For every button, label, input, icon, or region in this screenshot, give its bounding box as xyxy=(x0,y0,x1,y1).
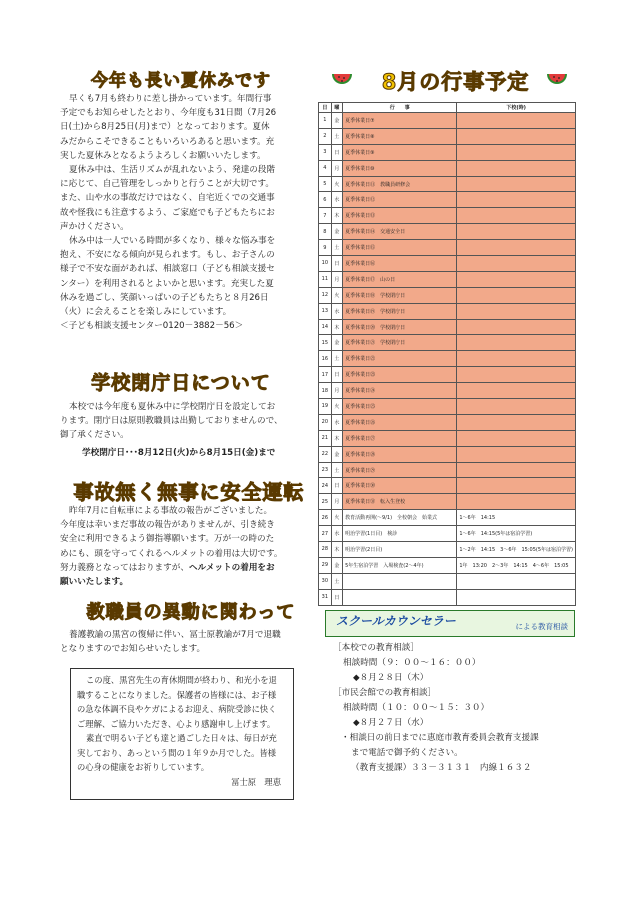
header-dismissal: 下校(時) xyxy=(457,103,576,113)
weekday-cell: 日 xyxy=(331,478,342,494)
text-line: ンター）を利用されるとよいかと思います。充実した夏 xyxy=(60,278,274,289)
school-counselor-banner xyxy=(325,610,575,637)
day-cell: 1 xyxy=(319,113,332,129)
day-cell: 24 xyxy=(319,478,332,494)
day-cell: 2 xyxy=(319,128,332,144)
counselor-banner-title: スクールカウンセラー xyxy=(336,614,456,628)
schedule-body xyxy=(319,113,576,606)
text-line: 実した夏休みとなるようよろしくお願いいたします。 xyxy=(60,150,266,161)
event-cell: 夏季休業日㉘ xyxy=(343,446,457,462)
text-line: 様子で不安な面があれば、相談窓口（子ども相談支援セ xyxy=(60,264,275,275)
event-cell: 夏季休業日⑲ 学校閉庁日 xyxy=(343,303,457,319)
text-line: 相談時間（１０：００～１５：３０） xyxy=(343,703,490,713)
event-cell: 夏季休業日⑫ xyxy=(343,192,457,208)
table-row xyxy=(319,573,576,589)
text-line: 抱え、不安になる傾向が見られます。もし、お子さんの xyxy=(60,250,275,261)
safe-driving-text xyxy=(60,504,312,589)
dismissal-cell xyxy=(457,478,576,494)
table-row xyxy=(319,271,576,287)
weekday-cell: 土 xyxy=(331,462,342,478)
counselor-banner-subtitle: による教育相談 xyxy=(515,622,568,631)
signature: 冨士原 理恵 xyxy=(231,776,281,787)
text-line: みだからこそできることもいろいろあると思います。充 xyxy=(60,136,275,147)
event-cell: 夏季休業日㉛ 転入生登校 xyxy=(343,494,457,510)
helmet-emphasis: ヘルメットの着用をお xyxy=(188,562,275,573)
day-cell: 14 xyxy=(319,319,332,335)
dismissal-cell xyxy=(457,208,576,224)
dismissal-cell xyxy=(457,430,576,446)
day-cell: 16 xyxy=(319,351,332,367)
dismissal-cell xyxy=(457,128,576,144)
text-line: ・相談日の前日までに恵庭市教育委員会教育支援課 xyxy=(341,733,539,743)
table-row xyxy=(319,557,576,573)
weekday-cell: 金 xyxy=(331,335,342,351)
dismissal-cell xyxy=(457,335,576,351)
day-cell: 13 xyxy=(319,303,332,319)
event-cell: 夏季休業日⑬ xyxy=(343,208,457,224)
table-row xyxy=(319,589,576,605)
table-row xyxy=(319,542,576,558)
table-row xyxy=(319,128,576,144)
day-cell: 10 xyxy=(319,256,332,272)
day-cell: 28 xyxy=(319,542,332,558)
day-cell: 26 xyxy=(319,510,332,526)
text-line: （火）に会えることを楽しみにしています。 xyxy=(60,307,232,318)
day-cell: 21 xyxy=(319,430,332,446)
weekday-cell: 木 xyxy=(331,542,342,558)
dismissal-cell xyxy=(457,462,576,478)
day-cell: 22 xyxy=(319,446,332,462)
table-row xyxy=(319,287,576,303)
text-line: 声かけください。 xyxy=(60,221,129,232)
event-cell xyxy=(343,573,457,589)
dismissal-cell xyxy=(457,399,576,415)
weekday-cell: 火 xyxy=(331,176,342,192)
dismissal-cell xyxy=(457,271,576,287)
event-cell: 夏季休業日⑯ xyxy=(343,256,457,272)
table-row xyxy=(319,192,576,208)
dismissal-cell xyxy=(457,589,576,605)
dismissal-cell xyxy=(457,224,576,240)
table-row xyxy=(319,256,576,272)
event-cell: 夏季休業日㉒ xyxy=(343,351,457,367)
day-cell: 30 xyxy=(319,573,332,589)
text-span: 努力義務となってはおりますが、 xyxy=(60,562,189,573)
table-row xyxy=(319,240,576,256)
event-cell: 明治学習(1日目) 検診 xyxy=(343,526,457,542)
table-row xyxy=(319,446,576,462)
text-line: となりますのでお知らせいたします。 xyxy=(60,644,206,655)
dismissal-cell xyxy=(457,383,576,399)
text-line: の心身の健康をお祈りしています。 xyxy=(77,762,210,772)
day-cell: 15 xyxy=(319,335,332,351)
dismissal-cell xyxy=(457,240,576,256)
table-row xyxy=(319,113,576,129)
text-line: また、山や水の事故だけではなく、自宅近くでの交通事 xyxy=(60,193,275,204)
text-line: 実しており、あっという間の１年９か月でした。皆様 xyxy=(77,747,277,758)
text-line: ◆８月２７日（水） xyxy=(353,718,429,728)
event-cell xyxy=(343,589,457,605)
day-cell: 9 xyxy=(319,240,332,256)
text-line: ります。閉庁日は原則教職員は出勤しておりませんので、 xyxy=(60,416,283,427)
staff-transfer-text xyxy=(60,628,312,656)
event-cell: 夏季休業日⑳ 学校閉庁日 xyxy=(343,319,457,335)
text-line: めにも、頭を守ってくれるヘルメットの着用は大切です。 xyxy=(60,548,283,559)
weekday-cell: 日 xyxy=(331,367,342,383)
text-line: （教育支援課）３３－３１３１ 内線１６３２ xyxy=(351,763,532,773)
text-line: ［本校での教育相談］ xyxy=(333,643,419,653)
text-line: ご理解、ご協力いただき、心より感謝申し上げます。 xyxy=(77,718,276,729)
heading-safe-driving: 事故無く無事に安全運転 xyxy=(73,480,305,504)
dismissal-cell xyxy=(457,414,576,430)
weekday-cell: 土 xyxy=(331,351,342,367)
event-cell: 夏季休業日⑨ xyxy=(343,144,457,160)
dismissal-cell xyxy=(457,303,576,319)
event-cell: 夏季休業日㉔ xyxy=(343,383,457,399)
august-schedule-table xyxy=(318,102,576,606)
table-row xyxy=(319,399,576,415)
event-cell: 夏季休業日㉓ xyxy=(343,367,457,383)
text-line: 素直で明るい子ども達と過ごした日々は、毎日が充 xyxy=(86,733,277,743)
dismissal-cell xyxy=(457,573,576,589)
text-line: 職することになりました。保護者の皆様には、お子様 xyxy=(77,689,277,700)
day-cell: 3 xyxy=(319,144,332,160)
table-row xyxy=(319,414,576,430)
event-cell: 夏季休業日㉙ xyxy=(343,462,457,478)
text-line: 夏休み中は、生活リズムが乱れないよう、発達の段階 xyxy=(69,165,276,176)
event-cell: 夏季休業日㉗ xyxy=(343,430,457,446)
text-line: 休みを過ごし、笑顔いっぱいの子どもたちと８月26日 xyxy=(60,292,269,303)
day-cell: 31 xyxy=(319,589,332,605)
weekday-cell: 火 xyxy=(331,399,342,415)
weekday-cell: 木 xyxy=(331,430,342,446)
closure-dates: 学校閉庁日･･･8月12日(火)から8月15日(金)まで xyxy=(82,447,276,458)
text-line: 安全に利用できるよう御指導願います。万が一の時のた xyxy=(60,534,275,545)
text-line: 願いいたします。 xyxy=(60,577,129,588)
day-cell: 8 xyxy=(319,224,332,240)
weekday-cell: 土 xyxy=(331,128,342,144)
dismissal-cell: 1～2年 14:15 3～6年 15:05(5年は宿泊学習) xyxy=(457,542,576,558)
school-closure-text xyxy=(60,400,310,460)
dismissal-cell: 1～6年 14:15 xyxy=(457,510,576,526)
weekday-cell: 水 xyxy=(331,303,342,319)
summer-vacation-text xyxy=(60,92,310,333)
table-row xyxy=(319,526,576,542)
table-row xyxy=(319,303,576,319)
event-cell: 5年生宿泊学習 入場検査(2～4年) xyxy=(343,557,457,573)
dismissal-cell xyxy=(457,367,576,383)
text-line: 休み中は一人でいる時間が多くなり、様々な悩み事を xyxy=(69,236,276,247)
text-line: まで電話で御予約ください。 xyxy=(351,748,463,758)
weekday-cell: 金 xyxy=(331,224,342,240)
farewell-message-box xyxy=(70,668,294,800)
heading-summer-vacation: 今年も長い夏休みです xyxy=(91,71,271,91)
dismissal-cell xyxy=(457,319,576,335)
weekday-cell: 金 xyxy=(331,446,342,462)
dismissal-cell xyxy=(457,113,576,129)
weekday-cell: 水 xyxy=(331,414,342,430)
day-cell: 11 xyxy=(319,271,332,287)
event-cell: 教育活動再開(～9/1) 全校朝会 始業式 xyxy=(343,510,457,526)
text-line xyxy=(60,561,312,575)
weekday-cell: 金 xyxy=(331,557,342,573)
event-cell: 夏季休業日⑮ xyxy=(343,240,457,256)
header-weekday: 曜 xyxy=(331,103,342,113)
event-cell: 夏季休業日⑦ xyxy=(343,113,457,129)
dismissal-cell xyxy=(457,192,576,208)
day-cell: 6 xyxy=(319,192,332,208)
text-line: ◆８月２８日（木） xyxy=(353,673,429,683)
text-line: 早くも7月も終わりに差し掛かっています。年間行事 xyxy=(69,94,272,104)
weekday-cell: 月 xyxy=(331,271,342,287)
dismissal-cell xyxy=(457,176,576,192)
header-event: 行 事 xyxy=(343,103,457,113)
table-row xyxy=(319,224,576,240)
weekday-cell: 月 xyxy=(331,494,342,510)
event-cell: 夏季休業日⑩ xyxy=(343,160,457,176)
text-line: の急な体調不良やケガによるお迎え、病院受診に快く xyxy=(77,704,277,714)
weekday-cell: 水 xyxy=(331,526,342,542)
dismissal-cell xyxy=(457,287,576,303)
consultation-info xyxy=(333,641,539,776)
event-cell: 夏季休業日㉕ xyxy=(343,399,457,415)
header-day: 日 xyxy=(319,103,332,113)
event-cell: 夏季休業日㉖ xyxy=(343,414,457,430)
table-row xyxy=(319,176,576,192)
table-row xyxy=(319,351,576,367)
event-cell: 夏季休業日⑪ 教職員研修会 xyxy=(343,176,457,192)
text-line: 本校では今年度も夏休み中に学校閉庁日を設定してお xyxy=(69,402,276,412)
weekday-cell: 日 xyxy=(331,144,342,160)
weekday-cell: 金 xyxy=(331,113,342,129)
table-row xyxy=(319,478,576,494)
table-row xyxy=(319,510,576,526)
day-cell: 27 xyxy=(319,526,332,542)
text-line: この度、黒宮先生の育休期間が終わり、和光小を退 xyxy=(86,675,277,685)
table-row xyxy=(319,430,576,446)
day-cell: 18 xyxy=(319,383,332,399)
dismissal-cell xyxy=(457,351,576,367)
table-row xyxy=(319,383,576,399)
text-line: に応じて、自己管理をしっかりと行うことが大切です。 xyxy=(60,179,274,190)
weekday-cell: 木 xyxy=(331,208,342,224)
day-cell: 17 xyxy=(319,367,332,383)
heading-school-closure: 学校閉庁日について xyxy=(91,372,271,394)
text-line: ［市民会館での教育相談］ xyxy=(333,688,437,698)
event-cell: 夏季休業日㉑ 学校閉庁日 xyxy=(343,335,457,351)
weekday-cell: 月 xyxy=(331,160,342,176)
table-row xyxy=(319,160,576,176)
day-cell: 20 xyxy=(319,414,332,430)
weekday-cell: 水 xyxy=(331,192,342,208)
day-cell: 5 xyxy=(319,176,332,192)
day-cell: 12 xyxy=(319,287,332,303)
day-cell: 4 xyxy=(319,160,332,176)
text-line: 故や怪我にも注意するよう、ご家庭でも子どもたちにお xyxy=(60,207,275,218)
weekday-cell: 土 xyxy=(331,573,342,589)
table-row xyxy=(319,319,576,335)
table-row xyxy=(319,494,576,510)
day-cell: 25 xyxy=(319,494,332,510)
text-line: 今年度は幸いまだ事故の報告がありませんが、引き続き xyxy=(60,520,275,531)
event-cell: 明治学習(2日目) xyxy=(343,542,457,558)
dismissal-cell xyxy=(457,446,576,462)
text-line: 予定でもお知らせしたとおり、今年度も31日間（7月26 xyxy=(60,108,277,119)
day-cell: 19 xyxy=(319,399,332,415)
weekday-cell: 日 xyxy=(331,589,342,605)
text-line: 相談時間（９：００～１６：００） xyxy=(343,658,481,668)
text-line: 養護教諭の黒宮の復帰に伴い、冨士原教諭が7月で退職 xyxy=(69,630,281,640)
heading-staff-transfer: 教職員の異動に関わって xyxy=(86,602,296,623)
text-line: 昨年7月に自転車による事故の報告がございました。 xyxy=(69,506,273,516)
weekday-cell: 火 xyxy=(331,510,342,526)
dismissal-cell xyxy=(457,256,576,272)
dismissal-cell xyxy=(457,144,576,160)
day-cell: 7 xyxy=(319,208,332,224)
table-row xyxy=(319,144,576,160)
dismissal-cell xyxy=(457,160,576,176)
day-cell: 29 xyxy=(319,557,332,573)
day-cell: 23 xyxy=(319,462,332,478)
dismissal-cell: 1～6年 14:15(5年は宿泊学習) xyxy=(457,526,576,542)
event-cell: 夏季休業日⑰ 山の日 xyxy=(343,271,457,287)
table-header-row xyxy=(319,103,576,113)
event-cell: 夏季休業日㉚ xyxy=(343,478,457,494)
weekday-cell: 月 xyxy=(331,383,342,399)
text-line: 日(土)から8月25日(月)まで）となっております。夏休 xyxy=(60,122,270,133)
dismissal-cell: 1年 13:20 2～3年 14:15 4～6年 15:05 xyxy=(457,557,576,573)
text-line: 御了承ください。 xyxy=(60,430,129,441)
watermelon-icon xyxy=(330,70,354,92)
weekday-cell: 火 xyxy=(331,287,342,303)
weekday-cell: 日 xyxy=(331,256,342,272)
watermelon-icon xyxy=(545,70,569,92)
weekday-cell: 木 xyxy=(331,319,342,335)
table-row xyxy=(319,335,576,351)
table-row xyxy=(319,367,576,383)
event-cell: 夏季休業日⑧ xyxy=(343,128,457,144)
weekday-cell: 土 xyxy=(331,240,342,256)
event-cell: 夏季休業日⑱ 学校閉庁日 xyxy=(343,287,457,303)
text-line: ＜子ども相談支援センター0120－3882－56＞ xyxy=(60,321,244,332)
dismissal-cell xyxy=(457,494,576,510)
august-schedule-title: 8月の行事予定 xyxy=(381,70,530,94)
table-row xyxy=(319,208,576,224)
event-cell: 夏季休業日⑭ 交通安全日 xyxy=(343,224,457,240)
table-row xyxy=(319,462,576,478)
